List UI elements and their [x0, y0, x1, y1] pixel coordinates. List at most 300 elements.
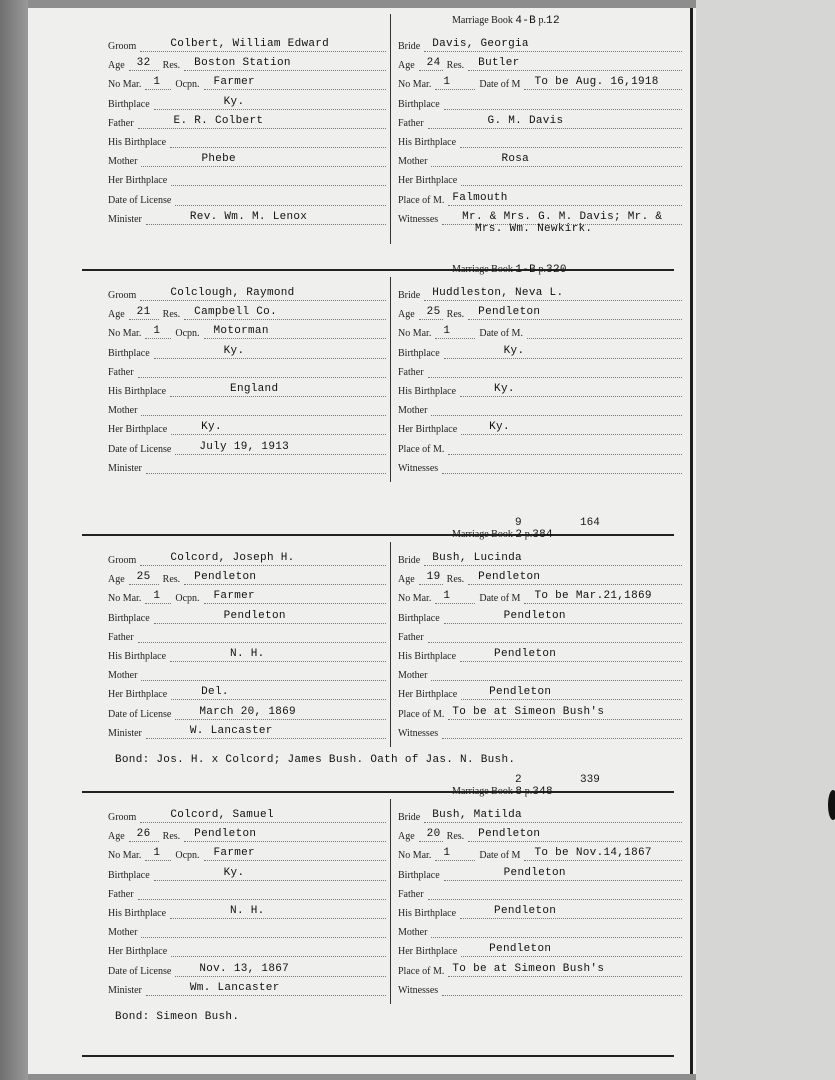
record-4-bride-her-birthplace-row	[398, 939, 682, 957]
record-4-groom-birthplace-row	[108, 863, 386, 881]
record-4-bride-birthplace-line	[444, 868, 682, 881]
record-3-groom-age-res-value-b: Pendleton	[194, 571, 257, 584]
record-4-bride-label: Bride	[398, 812, 421, 823]
record-4-bride-age-res-label-a: Age	[398, 831, 415, 843]
record-1-groom-mar-ocpn-row	[108, 72, 386, 90]
record-1-groom-minister-line	[146, 212, 386, 225]
record-4-bride-mar-date-label-a: No Mar.	[398, 850, 432, 862]
record-1-book-value: 4-B	[515, 15, 537, 27]
record-3-bride-father-row	[398, 625, 682, 643]
record-4-groom-her-birthplace-row	[108, 939, 386, 957]
record-2-bride-age-res-line-b	[468, 307, 682, 320]
record-4-groom-age-res-label-a: Age	[108, 831, 125, 843]
record-3-bride-age-res-line-a	[419, 572, 443, 585]
record-3-groom-mar-ocpn-label-b: Ocpn.	[175, 593, 200, 605]
record-2-bride-line	[424, 288, 682, 301]
record-4-bride-his-birthplace-label: His Birthplace	[398, 908, 457, 919]
record-2-bride-mar-date-line-b	[527, 326, 682, 339]
record-4-groom-birthplace-line	[154, 868, 386, 881]
record-3-groom-her-birthplace-row	[108, 682, 386, 700]
record-3-groom-mar-ocpn-line-a	[145, 591, 171, 604]
record-2-bride-place-line	[448, 442, 682, 455]
record-3-groom-mar-ocpn-value-b: Farmer	[213, 590, 255, 603]
record-1-groom-father-label: Father	[108, 117, 134, 129]
record-4-groom-his-birthplace-line	[170, 906, 386, 919]
record-1-bride-place-value: Falmouth	[452, 191, 508, 204]
record-2-bride-mar-date-value-a: 1	[443, 325, 451, 338]
record-4-bride-age-res-value-b: Pendleton	[478, 828, 541, 841]
record-4-groom-mar-ocpn-row	[108, 843, 386, 861]
record-3-groom-her-birthplace-label: Her Birthplace	[108, 689, 168, 701]
record-2-groom-his-birthplace-line	[170, 384, 386, 397]
record-3-groom-minister-value: W. Lancaster	[189, 724, 273, 737]
record-1-groom-age-res-row	[108, 53, 386, 71]
record-4-groom-birthplace-label: Birthplace	[108, 869, 150, 881]
record-2-column-divider	[390, 277, 391, 482]
record-1-bride-mother-line	[431, 154, 682, 167]
record-2-groom-row	[108, 283, 386, 301]
record-4-bride-age-res-line-a	[419, 829, 443, 842]
record-3-page-label: p.	[522, 529, 533, 540]
record-2-bride-age-res-value-b: Pendleton	[478, 306, 541, 319]
record-3-bride-mar-date-row	[398, 586, 682, 604]
record-1-bride-his-birthplace-row	[398, 130, 682, 148]
record-1-marriage-book	[452, 15, 560, 27]
record-3-groom-mar-ocpn-label-a: No Mar.	[108, 593, 142, 605]
record-2-groom-father-label: Father	[108, 366, 134, 378]
record-2-groom-his-birthplace-row	[108, 379, 386, 397]
record-3-bride-witnesses-label: Witnesses	[398, 727, 439, 739]
record-3-bride-label: Bride	[398, 555, 421, 566]
record-4-bride-age-res-row	[398, 824, 682, 842]
record-4-bride-mar-date-line-a	[435, 848, 475, 861]
record-4-bride-mother-row	[398, 920, 682, 938]
record-1-groom-father-value: E. R. Colbert	[173, 114, 264, 127]
record-2-groom-father-row	[108, 360, 386, 378]
record-2-groom-minister-line	[146, 461, 386, 474]
record-3-groom-value: Colcord, Joseph H.	[170, 552, 295, 564]
record-3-bride-mother-line	[431, 668, 682, 681]
record-3-bride-row	[398, 548, 682, 566]
record-4-column-divider	[390, 799, 391, 1004]
record-2-groom-mother-line	[141, 403, 386, 416]
record-3-bride-birthplace-line	[444, 611, 682, 624]
record-1-groom-minister-row	[108, 207, 386, 225]
record-2-page-value: 320	[546, 264, 567, 276]
record-3-groom-his-birthplace-row	[108, 644, 386, 662]
record-4-groom-mother-row	[108, 920, 386, 938]
record-3-bride-father-line	[428, 630, 682, 643]
record-3-groom-label: Groom	[108, 555, 137, 566]
record-1-groom-age-res-label-b: Res.	[162, 60, 181, 72]
record-2-bride-witnesses-label: Witnesses	[398, 462, 439, 474]
record-1-bride-her-birthplace-line	[461, 173, 682, 186]
record-2-groom-age-res-label-a: Age	[108, 309, 125, 321]
record-4-top-rule	[82, 791, 674, 793]
record-3-bride-place-label: Place of M.	[398, 708, 445, 720]
record-1-groom-mother-value: Phebe	[201, 153, 236, 166]
record-2-groom-line	[140, 288, 386, 301]
record-3-groom-row	[108, 548, 386, 566]
record-4-bride-mar-date-value-a: 1	[443, 847, 451, 860]
record-3-bride-her-birthplace-row	[398, 682, 682, 700]
record-1-bride-mar-date-label-a: No Mar.	[398, 79, 432, 91]
record-3-groom-license-line	[175, 707, 386, 720]
record-1-bride-father-value: G. M. Davis	[487, 114, 564, 127]
record-3-bride-age-res-row	[398, 567, 682, 585]
right-border-rule	[690, 8, 693, 1074]
record-1-bride-mar-date-value-a: 1	[443, 76, 451, 89]
record-1-bride-age-res-row	[398, 53, 682, 71]
record-3-page-note: 164	[580, 517, 600, 529]
record-4-groom-mar-ocpn-value-a: 1	[153, 847, 161, 860]
record-1-bride-mother-label: Mother	[398, 156, 428, 168]
record-4-groom-her-birthplace-line	[171, 944, 386, 957]
record-1-groom-birthplace-line	[154, 97, 386, 110]
record-2-groom-mar-ocpn-label-a: No Mar.	[108, 328, 142, 340]
record-1-bride-witnesses-value: Mr. & Mrs. G. M. Davis; Mr. &	[462, 210, 663, 223]
record-1-bride-father-label: Father	[398, 117, 424, 129]
record-1-groom-age-res-value-a: 32	[136, 57, 151, 70]
record-3-marriage-book	[452, 529, 553, 541]
record-2-groom-birthplace-row	[108, 341, 386, 359]
record-1-bride-witnesses-label: Witnesses	[398, 213, 439, 225]
record-4-groom-his-birthplace-label: His Birthplace	[108, 908, 167, 919]
record-4-bride-his-birthplace-value: Pendleton	[494, 905, 557, 917]
record-3-groom-father-line	[138, 630, 386, 643]
record-3-bride-his-birthplace-row	[398, 644, 682, 662]
record-3-groom-her-birthplace-value: Del.	[201, 686, 229, 699]
record-4-groom-license-label: Date of License	[108, 965, 172, 977]
record-1-bride-age-res-line-b	[468, 58, 682, 71]
scan-mark	[828, 790, 835, 820]
record-1-groom-mar-ocpn-value-a: 1	[153, 76, 161, 89]
record-2-bride-mother-row	[398, 398, 682, 416]
record-3-bride-his-birthplace-line	[460, 649, 682, 662]
record-3-groom-his-birthplace-line	[170, 649, 386, 662]
record-3-bride-witnesses-line	[442, 726, 682, 739]
record-1-groom-line	[140, 39, 386, 52]
record-2-bride-his-birthplace-line	[460, 384, 682, 397]
record-2-groom-age-res-line-b	[184, 307, 386, 320]
record-2-bride-age-res-label-a: Age	[398, 309, 415, 321]
record-2-groom-birthplace-label: Birthplace	[108, 347, 150, 359]
record-3-groom-his-birthplace-value: N. H.	[230, 648, 265, 660]
record-1-groom-mar-ocpn-line-a	[145, 77, 171, 90]
record-3-bride-place-value: To be at Simeon Bush's	[452, 705, 605, 718]
record-4-bride-mar-date-row	[398, 843, 682, 861]
record-4-groom-mar-ocpn-line-b	[204, 848, 386, 861]
record-1-bride-his-birthplace-label: His Birthplace	[398, 137, 457, 148]
record-4-page-label: p.	[522, 786, 533, 797]
record-4-bride-place-value: To be at Simeon Bush's	[452, 962, 605, 975]
record-4-bride-value: Bush, Matilda	[432, 809, 522, 821]
record-1-bride-age-res-line-a	[419, 58, 443, 71]
record-2-groom-his-birthplace-label: His Birthplace	[108, 386, 167, 397]
record-4-groom-minister-label: Minister	[108, 984, 142, 996]
record-4-bride-father-label: Father	[398, 888, 424, 900]
scan-edge-shadow	[0, 0, 28, 1080]
record-4-bride-mar-date-value-b: To be Nov.14,1867	[534, 847, 652, 860]
record-3-bride-birthplace-row	[398, 606, 682, 624]
record-4-groom-his-birthplace-row	[108, 901, 386, 919]
record-1-column-divider	[390, 14, 391, 244]
record-3-groom-birthplace-row	[108, 606, 386, 624]
record-2-bride-father-line	[428, 365, 682, 378]
record-4-bride-place-line	[448, 964, 682, 977]
record-3-groom-age-res-label-b: Res.	[162, 574, 181, 586]
record-4-book-label: Marriage Book	[452, 786, 516, 797]
record-3-groom-license-row	[108, 702, 386, 720]
record-1-bride-age-res-label-a: Age	[398, 60, 415, 72]
record-3-groom-birthplace-value: Pendleton	[223, 609, 286, 622]
record-4-book-value: 8	[515, 786, 523, 798]
record-3-bride-witnesses-row	[398, 721, 682, 739]
record-3-groom-minister-line	[146, 726, 386, 739]
record-2-groom-his-birthplace-value: England	[230, 383, 279, 395]
record-2-bride-mar-date-line-a	[435, 326, 475, 339]
record-1-groom-his-birthplace-label: His Birthplace	[108, 137, 167, 148]
record-1-groom-license-row	[108, 188, 386, 206]
record-2-groom-mar-ocpn-label-b: Ocpn.	[175, 328, 200, 340]
record-2-groom-mar-ocpn-value-a: 1	[153, 325, 161, 338]
record-2-book-value: 1-B	[515, 264, 537, 276]
record-1-bride-place-line	[448, 193, 682, 206]
record-3-bride-mar-date-value-a: 1	[443, 590, 451, 603]
record-3-bride-place-row	[398, 702, 682, 720]
record-3-bride-father-label: Father	[398, 631, 424, 643]
record-1-bride-label: Bride	[398, 41, 421, 52]
record-4-groom-age-res-line-a	[129, 829, 159, 842]
record-4-page-note: 339	[580, 774, 600, 786]
record-2-groom-minister-row	[108, 456, 386, 474]
record-1-bride-mother-row	[398, 149, 682, 167]
record-4-groom-age-res-value-a: 26	[136, 828, 151, 841]
record-3-page-value: 384	[532, 529, 553, 541]
record-3-groom-age-res-value-a: 25	[136, 571, 151, 584]
record-4-bride-witnesses-label: Witnesses	[398, 984, 439, 996]
record-1-groom-father-line	[138, 116, 386, 129]
record-4-marriage-book	[452, 786, 553, 798]
record-2-bride-her-birthplace-line	[461, 422, 682, 435]
record-4-bride-place-row	[398, 959, 682, 977]
record-4-bride-birthplace-label: Birthplace	[398, 869, 440, 881]
record-4-groom-father-row	[108, 882, 386, 900]
record-1-groom-mar-ocpn-value-b: Farmer	[213, 76, 255, 89]
record-2-groom-license-row	[108, 437, 386, 455]
record-2-bride-her-birthplace-value: Ky.	[489, 421, 510, 434]
record-2-bride-her-birthplace-label: Her Birthplace	[398, 424, 458, 436]
record-4-bride-mar-date-label-b: Date of M	[479, 850, 521, 862]
record-2-bride-birthplace-row	[398, 341, 682, 359]
bottom-rule	[82, 1055, 674, 1057]
record-3-bride-mother-label: Mother	[398, 670, 428, 682]
record-2-bride-age-res-label-b: Res.	[446, 309, 465, 321]
record-1-page-label: p.	[536, 15, 547, 26]
record-1-groom-mother-label: Mother	[108, 156, 138, 168]
record-3-bride-her-birthplace-line	[461, 687, 682, 700]
record-4-bride-row	[398, 805, 682, 823]
record-3-book-value: 2	[515, 529, 523, 541]
record-4-groom-minister-value: Wm. Lancaster	[189, 981, 280, 994]
record-2-bride-row	[398, 283, 682, 301]
record-2-groom-mar-ocpn-value-b: Motorman	[213, 325, 269, 338]
record-4-groom-mar-ocpn-label-a: No Mar.	[108, 850, 142, 862]
record-3-top-rule	[82, 534, 674, 536]
record-4-bride-mother-label: Mother	[398, 927, 428, 939]
record-2-groom-minister-label: Minister	[108, 462, 142, 474]
record-4-bride-birthplace-row	[398, 863, 682, 881]
record-3-groom-mar-ocpn-value-a: 1	[153, 590, 161, 603]
record-4-groom-line	[140, 810, 386, 823]
record-1-bride-his-birthplace-line	[460, 135, 682, 148]
record-1-bride-father-line	[428, 116, 682, 129]
record-4-book-note: 2	[515, 774, 522, 786]
record-1-groom-mar-ocpn-line-b	[204, 77, 386, 90]
record-3-groom-age-res-line-b	[184, 572, 386, 585]
record-1-bride-her-birthplace-label: Her Birthplace	[398, 175, 458, 187]
record-1-bride-row	[398, 34, 682, 52]
record-4-groom-label: Groom	[108, 812, 137, 823]
record-2-bride-place-label: Place of M.	[398, 443, 445, 455]
record-2-bride-father-label: Father	[398, 366, 424, 378]
record-2-bride-her-birthplace-row	[398, 417, 682, 435]
record-4-groom-mar-ocpn-line-a	[145, 848, 171, 861]
record-2-groom-label: Groom	[108, 290, 137, 301]
record-4-groom-her-birthplace-label: Her Birthplace	[108, 946, 168, 958]
record-1-groom-label: Groom	[108, 41, 137, 52]
record-2-bride-age-res-row	[398, 302, 682, 320]
record-3-bride-age-res-label-a: Age	[398, 574, 415, 586]
record-3-groom-line	[140, 553, 386, 566]
record-3-bride-value: Bush, Lucinda	[432, 552, 522, 564]
record-1-groom-her-birthplace-row	[108, 168, 386, 186]
record-4-groom-father-line	[138, 887, 386, 900]
record-3-bride-mar-date-label-a: No Mar.	[398, 593, 432, 605]
record-1-page-value: 12	[546, 15, 560, 27]
record-2-groom-license-label: Date of License	[108, 443, 172, 455]
record-3-groom-age-res-row	[108, 567, 386, 585]
right-margin	[696, 0, 835, 1080]
record-2-bride-age-res-value-a: 25	[426, 306, 441, 319]
record-2-bride-witnesses-line	[442, 461, 682, 474]
record-3-groom-mother-label: Mother	[108, 670, 138, 682]
record-3-groom-mar-ocpn-line-b	[204, 591, 386, 604]
record-2-book-label: Marriage Book	[452, 264, 516, 275]
record-1-groom-birthplace-label: Birthplace	[108, 98, 150, 110]
record-4-groom-age-res-value-b: Pendleton	[194, 828, 257, 841]
record-4-groom-his-birthplace-value: N. H.	[230, 905, 265, 917]
record-1-groom-her-birthplace-line	[171, 173, 386, 186]
record-3-bride-birthplace-value: Pendleton	[503, 609, 566, 622]
record-1-bride-value: Davis, Georgia	[432, 38, 529, 50]
record-1-book-label: Marriage Book	[452, 15, 516, 26]
record-3-book-label: Marriage Book	[452, 529, 516, 540]
record-3-groom-father-row	[108, 625, 386, 643]
record-3-groom-his-birthplace-label: His Birthplace	[108, 651, 167, 662]
record-3-groom-minister-label: Minister	[108, 727, 142, 739]
record-1-groom-license-line	[175, 193, 386, 206]
record-2-bride-father-row	[398, 360, 682, 378]
record-1-groom-row	[108, 34, 386, 52]
record-4-bride-father-row	[398, 882, 682, 900]
record-4-groom-license-row	[108, 959, 386, 977]
record-1-groom-mother-line	[141, 154, 386, 167]
record-2-groom-age-res-value-a: 21	[136, 306, 151, 319]
record-4-groom-minister-row	[108, 978, 386, 996]
record-1-groom-age-res-line-a	[129, 58, 159, 71]
record-4-bride-age-res-label-b: Res.	[446, 831, 465, 843]
record-3-column-divider	[390, 542, 391, 747]
record-4-groom-birthplace-value: Ky.	[223, 866, 245, 879]
record-2-groom-value: Colclough, Raymond	[170, 287, 295, 299]
record-4-bride-her-birthplace-value: Pendleton	[489, 943, 552, 956]
record-4-groom-mar-ocpn-value-b: Farmer	[213, 847, 255, 860]
record-3-bride-age-res-value-b: Pendleton	[478, 571, 541, 584]
record-1-groom-mar-ocpn-label-a: No Mar.	[108, 79, 142, 91]
record-4-bride-mother-line	[431, 925, 682, 938]
record-3-bride-mar-date-line-b	[524, 591, 682, 604]
record-3-groom-minister-row	[108, 721, 386, 739]
record-4-bride-place-label: Place of M.	[398, 965, 445, 977]
record-3-bride-line	[424, 553, 682, 566]
record-4-bride-witnesses-line	[442, 983, 682, 996]
record-3-groom-father-label: Father	[108, 631, 134, 643]
record-1-groom-license-label: Date of License	[108, 194, 172, 206]
record-2-bride-his-birthplace-value: Ky.	[494, 383, 515, 395]
record-3-bride-mar-date-value-b: To be Mar.21,1869	[534, 590, 652, 603]
record-4-bride-mar-date-line-b	[524, 848, 682, 861]
record-4-bride-witnesses-row	[398, 978, 682, 996]
record-1-bride-birthplace-row	[398, 92, 682, 110]
record-2-bride-mar-date-label-a: No Mar.	[398, 328, 432, 340]
record-1-groom-value: Colbert, William Edward	[170, 38, 330, 50]
record-2-page-label: p.	[536, 264, 547, 275]
record-3-bride-her-birthplace-value: Pendleton	[489, 686, 552, 699]
record-4-groom-mar-ocpn-label-b: Ocpn.	[175, 850, 200, 862]
record-3-groom-mother-row	[108, 663, 386, 681]
record-4-bride-his-birthplace-line	[460, 906, 682, 919]
record-1-bride-age-res-label-b: Res.	[446, 60, 465, 72]
record-1-groom-birthplace-row	[108, 92, 386, 110]
record-2-groom-mother-row	[108, 398, 386, 416]
record-2-groom-age-res-row	[108, 302, 386, 320]
record-2-bride-mar-date-row	[398, 321, 682, 339]
record-3-groom-mother-line	[141, 668, 386, 681]
record-3-bride-mar-date-line-a	[435, 591, 475, 604]
record-2-bride-label: Bride	[398, 290, 421, 301]
record-3-bride-his-birthplace-label: His Birthplace	[398, 651, 457, 662]
record-4-bond: Bond: Simeon Bush.	[115, 1011, 240, 1023]
record-2-bride-age-res-line-a	[419, 307, 443, 320]
record-2-bride-his-birthplace-label: His Birthplace	[398, 386, 457, 397]
record-2-groom-her-birthplace-value: Ky.	[201, 421, 222, 434]
record-1-groom-mar-ocpn-label-b: Ocpn.	[175, 79, 200, 91]
record-3-groom-age-res-label-a: Age	[108, 574, 125, 586]
record-3-bride-place-line	[448, 707, 682, 720]
record-2-groom-age-res-value-b: Campbell Co.	[194, 306, 277, 319]
record-4-groom-row	[108, 805, 386, 823]
record-2-bride-place-row	[398, 437, 682, 455]
record-1-groom-birthplace-value: Ky.	[223, 95, 245, 108]
record-4-groom-minister-line	[146, 983, 386, 996]
record-2-bride-witnesses-row	[398, 456, 682, 474]
record-1-groom-age-res-label-a: Age	[108, 60, 125, 72]
record-4-groom-license-value: Nov. 13, 1867	[199, 962, 290, 975]
record-2-groom-age-res-label-b: Res.	[162, 309, 181, 321]
record-1-bride-line	[424, 39, 682, 52]
record-1-bride-place-row	[398, 188, 682, 206]
